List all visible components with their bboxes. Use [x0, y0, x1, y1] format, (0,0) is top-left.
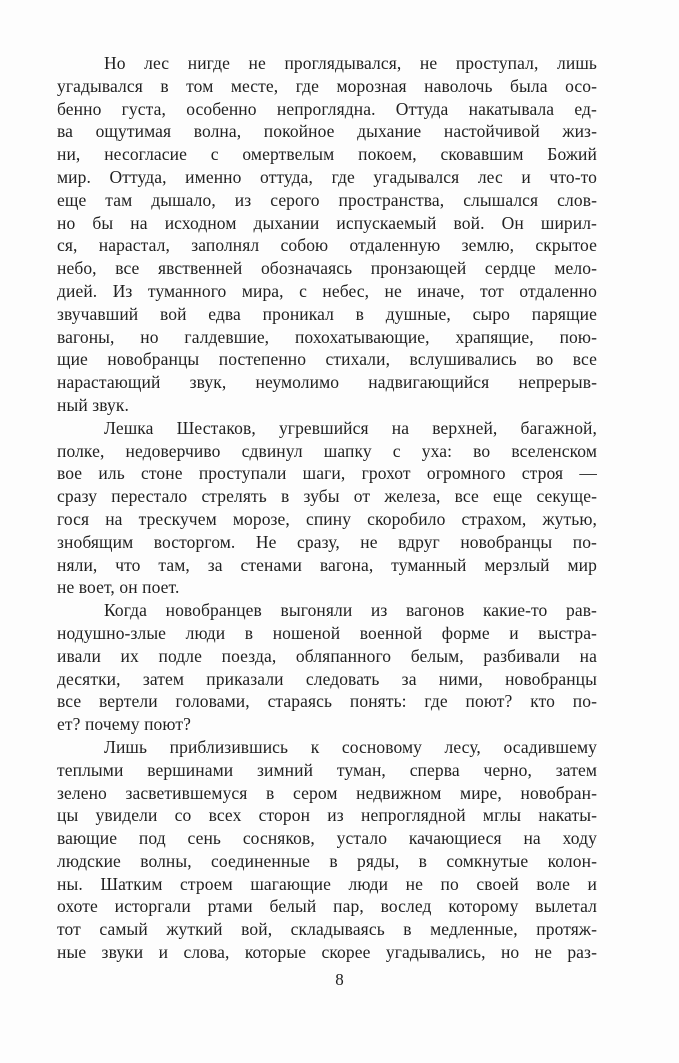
paragraph-1 [57, 52, 597, 417]
text-line: мир. Оттуда, именно оттуда, где угадывался лес и что-то [57, 166, 597, 187]
text-line: дией. Из туманного мира, с небес, не иначе, тот отдаленно [57, 280, 597, 301]
text-line: Лешка Шестаков, угревшийся на верхней, багажной, [104, 417, 597, 438]
paragraph-3 [57, 599, 597, 736]
text-line: щие новобранцы постепенно стихали, вслушивались во все [57, 349, 597, 370]
text-line: вое иль стоне проступали шаги, грохот огромного строя — [57, 463, 597, 484]
text-line: охоте исторгали ртами белый пар, вослед которому вылетал [57, 896, 597, 917]
text-line: людские волны, соединенные в ряды, в сомкнутые колон- [57, 850, 597, 871]
text-line: вагоны, но галдевшие, похохатывающие, храпящие, пою- [57, 326, 597, 347]
text-line: нарастающий звук, неумолимо надвигающийся непрерыв- [57, 372, 597, 393]
text-line: бенно густа, особенно непроглядна. Оттуда накатывала ед- [57, 98, 597, 119]
text-line: но бы на исходном дыхании испускаемый вой. Он ширил- [57, 212, 597, 233]
text-line: небо, все явственней обозначаясь пронзающей сердце мело- [57, 258, 597, 279]
text-line: ни, несогласие с омертвелым покоем, сковавшим Божий [57, 144, 597, 165]
text-line: цы увидели со всех сторон из непроглядной мглы накаты- [57, 805, 597, 826]
text-line: угадывался в том месте, где морозная наволочь была осо- [57, 75, 597, 96]
text-line: десятки, затем приказали следовать за ними, новобранцы [57, 668, 597, 689]
text-line: звучавший вой едва проникал в душные, сыро парящие [57, 303, 597, 324]
text-line: Когда новобранцев выгоняли из вагонов какие-то рав- [104, 600, 597, 621]
text-line: нодушно-злые люди в ношеной военной форме и выстра- [57, 622, 597, 643]
text-line: ва ощутимая волна, покойное дыхание настойчивой жиз- [57, 121, 597, 142]
text-line: ет? почему поют? [57, 714, 191, 735]
text-line: зелено засветившемуся в сером недвижном мире, новобран- [57, 782, 597, 803]
text-line: знобящим восторгом. Не сразу, не вдруг новобранцы по- [57, 531, 597, 552]
text-line: ный звук. [57, 394, 129, 415]
text-line: сразу перестало стрелять в зубы от железа, все еще секуще- [57, 486, 597, 507]
text-line: Лишь приблизившись к сосновому лесу, осадившему [104, 736, 597, 757]
page-text [57, 52, 597, 964]
text-line: няли, что там, за стенами вагона, туманный мерзлый мир [57, 554, 597, 575]
paragraph-4 [57, 736, 597, 964]
text-line: все вертели головами, стараясь понять: где поют? кто по- [57, 691, 597, 712]
text-line: полке, недоверчиво сдвинул шапку с уха: во вселенском [57, 440, 597, 461]
text-line: ся, нарастал, заполнял собою отдаленную землю, скрытое [57, 235, 597, 256]
text-line: гося на трескучем морозе, спину скоробило страхом, жутью, [57, 508, 597, 529]
text-line: Но лес нигде не проглядывался, не проступал, лишь [104, 53, 597, 73]
text-line: вающие под сень сосняков, устало качающиеся на ходу [57, 828, 597, 849]
text-line: ные звуки и слова, которые скорее угадывались, но не раз- [57, 942, 597, 963]
text-line: еще там дышало, из серого пространства, слышался слов- [57, 189, 597, 210]
text-line: теплыми вершинами зимний туман, сперва черно, затем [57, 759, 597, 780]
text-line: ны. Шатким строем шагающие люди не по своей воле и [57, 873, 597, 894]
text-line: тот самый жуткий вой, складываясь в медленные, протяж- [57, 919, 597, 940]
page-number: 8 [335, 970, 344, 989]
text-line: ивали их подле поезда, обляпанного белым, разбивали на [57, 645, 597, 666]
paragraph-2 [57, 417, 597, 599]
text-line: не воет, он поет. [57, 577, 180, 598]
